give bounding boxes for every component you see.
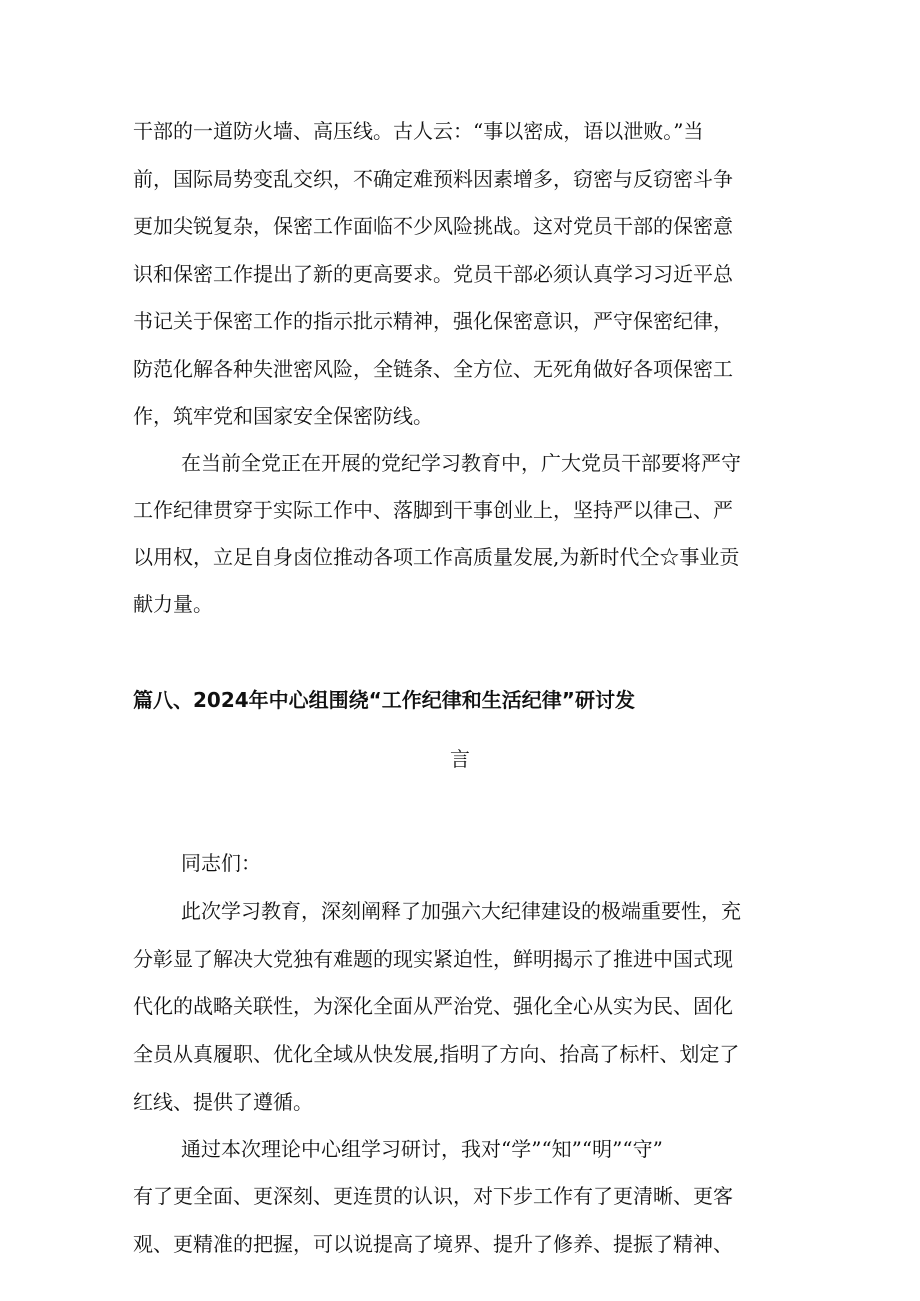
text-line: 前，国际局势变乱交织，不确定难预料因素增多，窃密与反窃密斗争 (133, 167, 733, 191)
text-line: 有了更全面、更深刻、更连贯的认识，对下步工作有了更清晰、更客 (133, 1184, 733, 1208)
text-line: 书记关于保密工作的指示批示精神，强化保密意识，严守保密纪律， (133, 309, 733, 333)
text-line: 更加尖锐复杂，保密工作面临不少风险挑战。这对党员干部的保密意 (133, 214, 733, 238)
text-line: 分彰显了解决大党独有难题的现实紧迫性，鲜明揭示了推进中国式现 (133, 947, 733, 971)
text-line: 防范化解各种失泄密风险，全链条、全方位、无死角做好各项保密工 (133, 357, 733, 381)
text-line: 代化的战略关联性，为深化全面从严治党、强化全心从实为民、固化 (133, 994, 733, 1018)
text-line: 红线、提供了遵循。 (133, 1090, 313, 1114)
text-line: 此次学习教育，深刻阐释了加强六大纪律建设的极端重要性，充 (181, 899, 741, 923)
text-line: 在当前全党正在开展的党纪学习教育中，广大党员干部要将严守 (181, 451, 741, 475)
text-line: 献力量。 (133, 592, 213, 616)
text-line: 全员从真履职、优化全域从快发展,指明了方向、抬高了标杆、划定了 (133, 1042, 740, 1066)
text-line: 观、更精准的把握，可以说提高了境界、提升了修养、提振了精神、 (133, 1232, 733, 1256)
section-heading-continued: 言 (450, 747, 470, 771)
section-heading: 篇八、2024年中心组围绕“工作纪律和生活纪律”研讨发 (133, 688, 635, 712)
text-line: 以用权，立足自身卤位推动各项工作高质量发展,为新时代仝☆事业贡 (133, 545, 740, 569)
salutation: 同志们： (181, 851, 261, 875)
text-line: 通过本次理论中心组学习研讨，我对“学”“知”“明”“守” (181, 1137, 663, 1161)
text-line: 干部的一道防火墙、高压线。古人云：“事以密成，语以泄败。”当 (133, 119, 704, 143)
text-line: 识和保密工作提出了新的更高要求。党员干部必须认真学习习近平总 (133, 262, 733, 286)
text-line: 工作纪律贯穿于实际工作中、落脚到干事创业上，坚持严以律己、严 (133, 498, 733, 522)
text-line: 作，筑牢党和国家安全保密防线。 (133, 404, 433, 428)
